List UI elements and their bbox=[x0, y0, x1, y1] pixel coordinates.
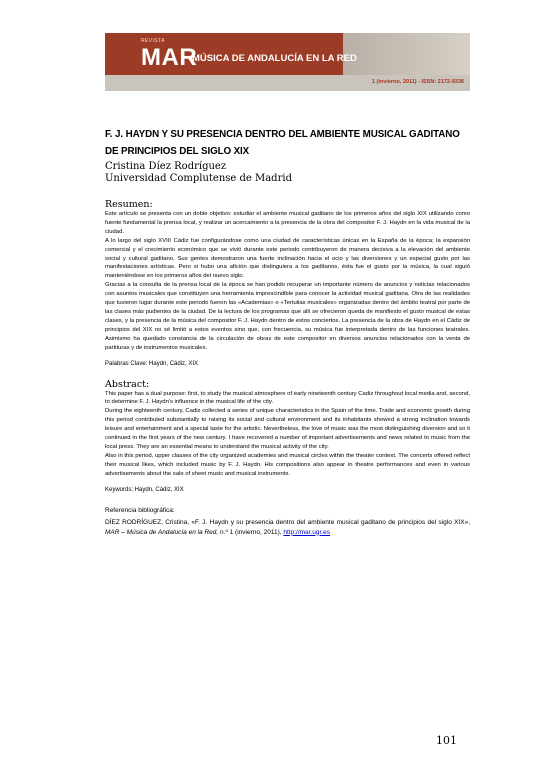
article-institution: Universidad Complutense de Madrid bbox=[105, 173, 292, 184]
page-number: 101 bbox=[436, 734, 457, 747]
abstract-keywords: Keywords: Haydn, Cádiz, XIX bbox=[105, 486, 184, 493]
article-author: Cristina Díez Rodríguez bbox=[105, 161, 227, 172]
reference-author: DÍEZ RODRÍGUEZ, Cristina, bbox=[105, 518, 190, 526]
banner-right-band bbox=[343, 33, 470, 75]
reference-link[interactable]: http://mar.ugr.es bbox=[283, 528, 330, 536]
journal-logo: MAR bbox=[141, 44, 198, 71]
resumen-paragraph-3: Gracias a la consulta de la prensa local de la época se han podido recuperar un importante número de anuncios y noticias relacionados con asuntos musicales que constituyen una herramienta imprescindible para conocer la actividad musical gaditana. Otra de las realidades que tuvieron lugar durante este periodo fueron las «Academias» o «Tertulias musicales» organizadas dentro del ámbito teatral por parte de las clases más pudientes de la ciudad. De la lectura de los programas que allí se ofrecieron queda de manifiesto el gusto musical de estas clases, y la presencia de la música del compositor F. J. Haydn dentro de estos conciertos. La presencia de la obra de Haydn en el Cádiz de principios del XIX no sé limitó a estos eventos sino que, con frecuencia, su música fue interpretada dentro de las funciones teatrales. Asimismo ha quedado constancia de la circulación de obras de este compositor en diversos anuncios relacionados con la venta de partituras y de instrumentos musicales. bbox=[105, 282, 470, 351]
resumen-heading: Resumen: bbox=[105, 199, 153, 210]
article-title: F. J. HAYDN Y SU PRESENCIA DENTRO DEL AMBIENTE MUSICAL GADITANO DE PRINCIPIOS DEL SIGLO XIX bbox=[105, 129, 460, 157]
reference-label: Referencia bibliográfica: bbox=[105, 506, 175, 514]
resumen-paragraph-1: Este artículo se presenta con un doble objetivo: estudiar el ambiente musical gaditano de los primeros años del siglo XIX utilizando como fuente fundamental la prensa local, y realizar un acercamiento a la presencia de la obra del compositor F. J. Haydn en la vida musical de la ciudad. bbox=[105, 211, 470, 235]
journal-banner bbox=[105, 33, 470, 91]
resumen-keywords: Palabras Clave: Haydn, Cádiz, XIX bbox=[105, 360, 199, 367]
reference-journal: MAR – Música de Andalucía en la Red, bbox=[105, 528, 219, 536]
journal-issue-info: 1 (invierno, 2011) - ISSN: 2172-9336 bbox=[371, 79, 464, 85]
reference-title: «F. J. Haydn y su presencia dentro del ambiente musical gaditano de principios del siglo XIX», bbox=[191, 518, 470, 526]
abstract-heading: Abstract: bbox=[105, 378, 150, 390]
banner-revista-label: REVISTA bbox=[141, 38, 165, 44]
article-body bbox=[105, 126, 470, 538]
abstract-paragraph-2: During the eighteenth century, Cadiz collected a series of unique characteristics in the Spain of the time. Trade and economic growth during this period contributed substantially to raising its social and cultural environment and its inhabitants showed a strong inclination towards leisure and entertainment and a special taste for the artistic. Nevertheless, the love of music was the most distinguishing diversion and so it continued in the first years of the new century. I have recovered a number of important advertisements and news related to music from the local press. They are an essential means to understand the musical activity of the city. bbox=[105, 408, 470, 450]
reference-citation bbox=[105, 518, 470, 538]
resumen-paragraph-2: A lo largo del siglo XVIII Cádiz fue configurándose como una ciudad de características únicas en la España de la época; la expansión comercial y el crecimiento económico que se vivió durante este periodo contribuyeron de manera decisiva a la elevación del ambiente social y cultural gaditano. Sus gentes demostraron una fuerte inclinación hacia el ocio y las diversiones y un especial gusto por las manifestaciones artísticas. Pero si hubo una afición que distinguiera a los gaditanos, ésta fue el gusto por la música, la cual siguió manteniéndose en los primeros años del nuevo siglo. bbox=[105, 237, 470, 280]
abstract-paragraph-1: This paper has a dual purpose: first, to study the musical atmosphere of early nineteenth century Cadiz throughout local media and, second, to determine F. J. Haydn's influence in the musical life of the city. bbox=[105, 390, 470, 406]
abstract-paragraph-3: Also in this period, upper classes of the city organized academies and musical circles within the theater context. The concerts offered reflect their musical likes, which included music by F. J. Haydn. His compositions also appear in theatre performances and even in various advertisements about the sale of sheet music and musical instruments. bbox=[105, 452, 470, 477]
journal-subtitle: MÚSICA DE ANDALUCÍA EN LA RED bbox=[192, 53, 357, 64]
reference-issue: n.º 1 (invierno, 2011), bbox=[220, 528, 282, 536]
